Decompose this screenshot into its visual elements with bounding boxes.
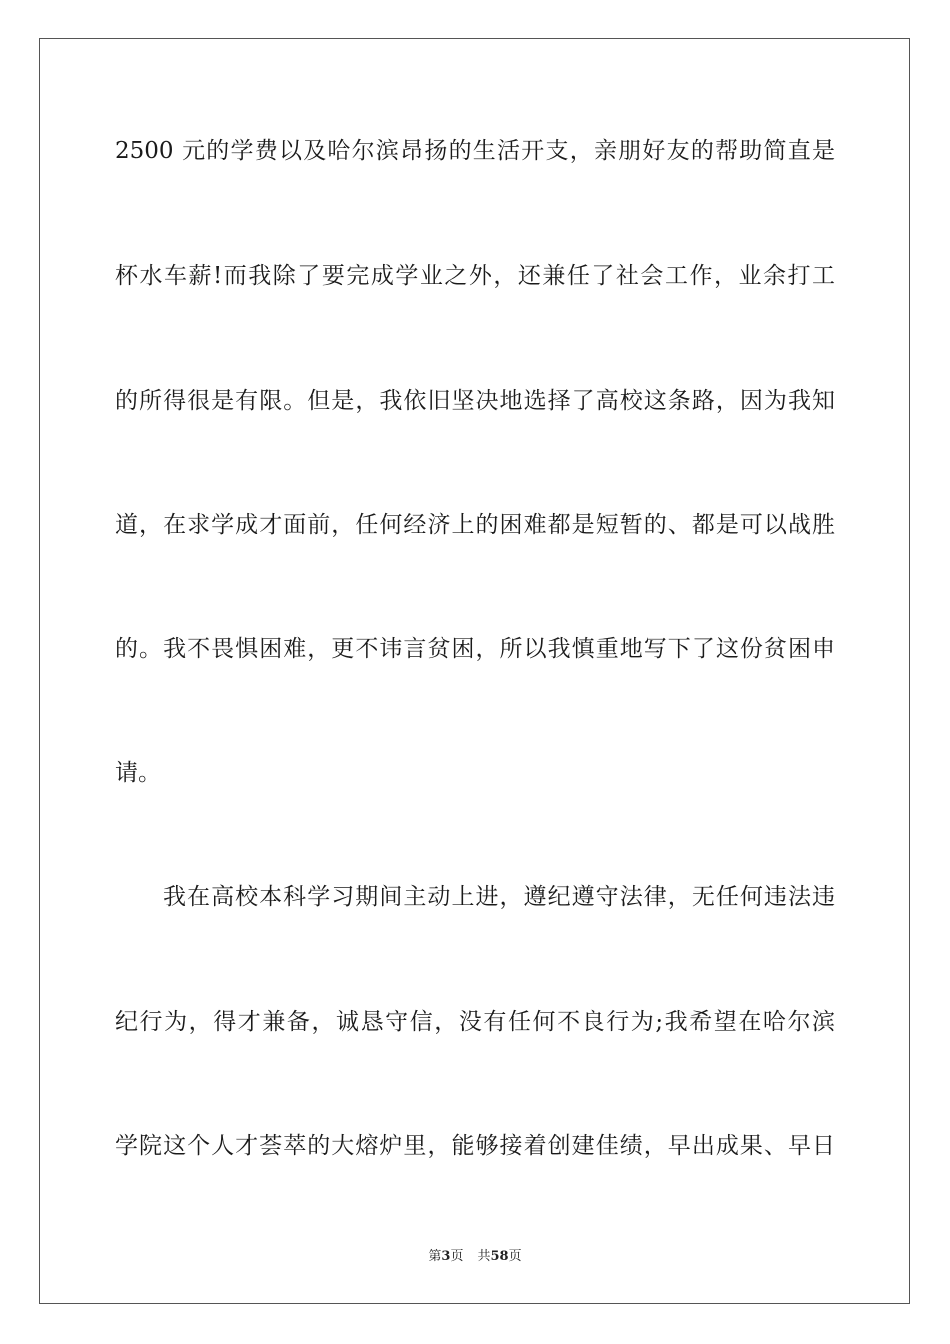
page-footer [0,1248,950,1266]
body-text-line-4: 道，在求学成才面前，任何经济上的困难都是短暂的、都是可以战胜 [115,512,835,538]
body-text-line-3: 的所得很是有限。但是，我依旧坚决地选择了高校这条路，因为我知 [115,388,835,414]
page-number: 3 [441,1249,451,1264]
page-label-prefix: 第 [428,1249,442,1264]
body-text-line-9: 学院这个人才荟萃的大熔炉里，能够接着创建佳绩，早出成果、早日 [115,1133,835,1159]
body-text-line-7: 我在高校本科学习期间主动上进，遵纪遵守法律，无任何违法违 [163,884,835,910]
body-text-line-6: 请。 [115,760,161,786]
body-text-line-8: 纪行为，得才兼备，诚恳守信，没有任何不良行为;我希望在哈尔滨 [115,1009,835,1035]
body-text-line-2: 杯水车薪!而我除了要完成学业之外，还兼任了社会工作，业余打工 [115,263,835,289]
total-label-prefix: 共 [477,1249,491,1264]
body-text-line-5: 的。我不畏惧困难，更不讳言贫困，所以我慎重地写下了这份贫困申 [115,636,835,662]
page-label-suffix: 页 [450,1249,464,1264]
total-label-suffix: 页 [508,1249,522,1264]
total-pages: 58 [490,1249,509,1264]
page-border [39,38,910,1304]
body-text-line-1: 2500 元的学费以及哈尔滨昂扬的生活开支，亲朋好友的帮助简直是 [115,138,835,164]
